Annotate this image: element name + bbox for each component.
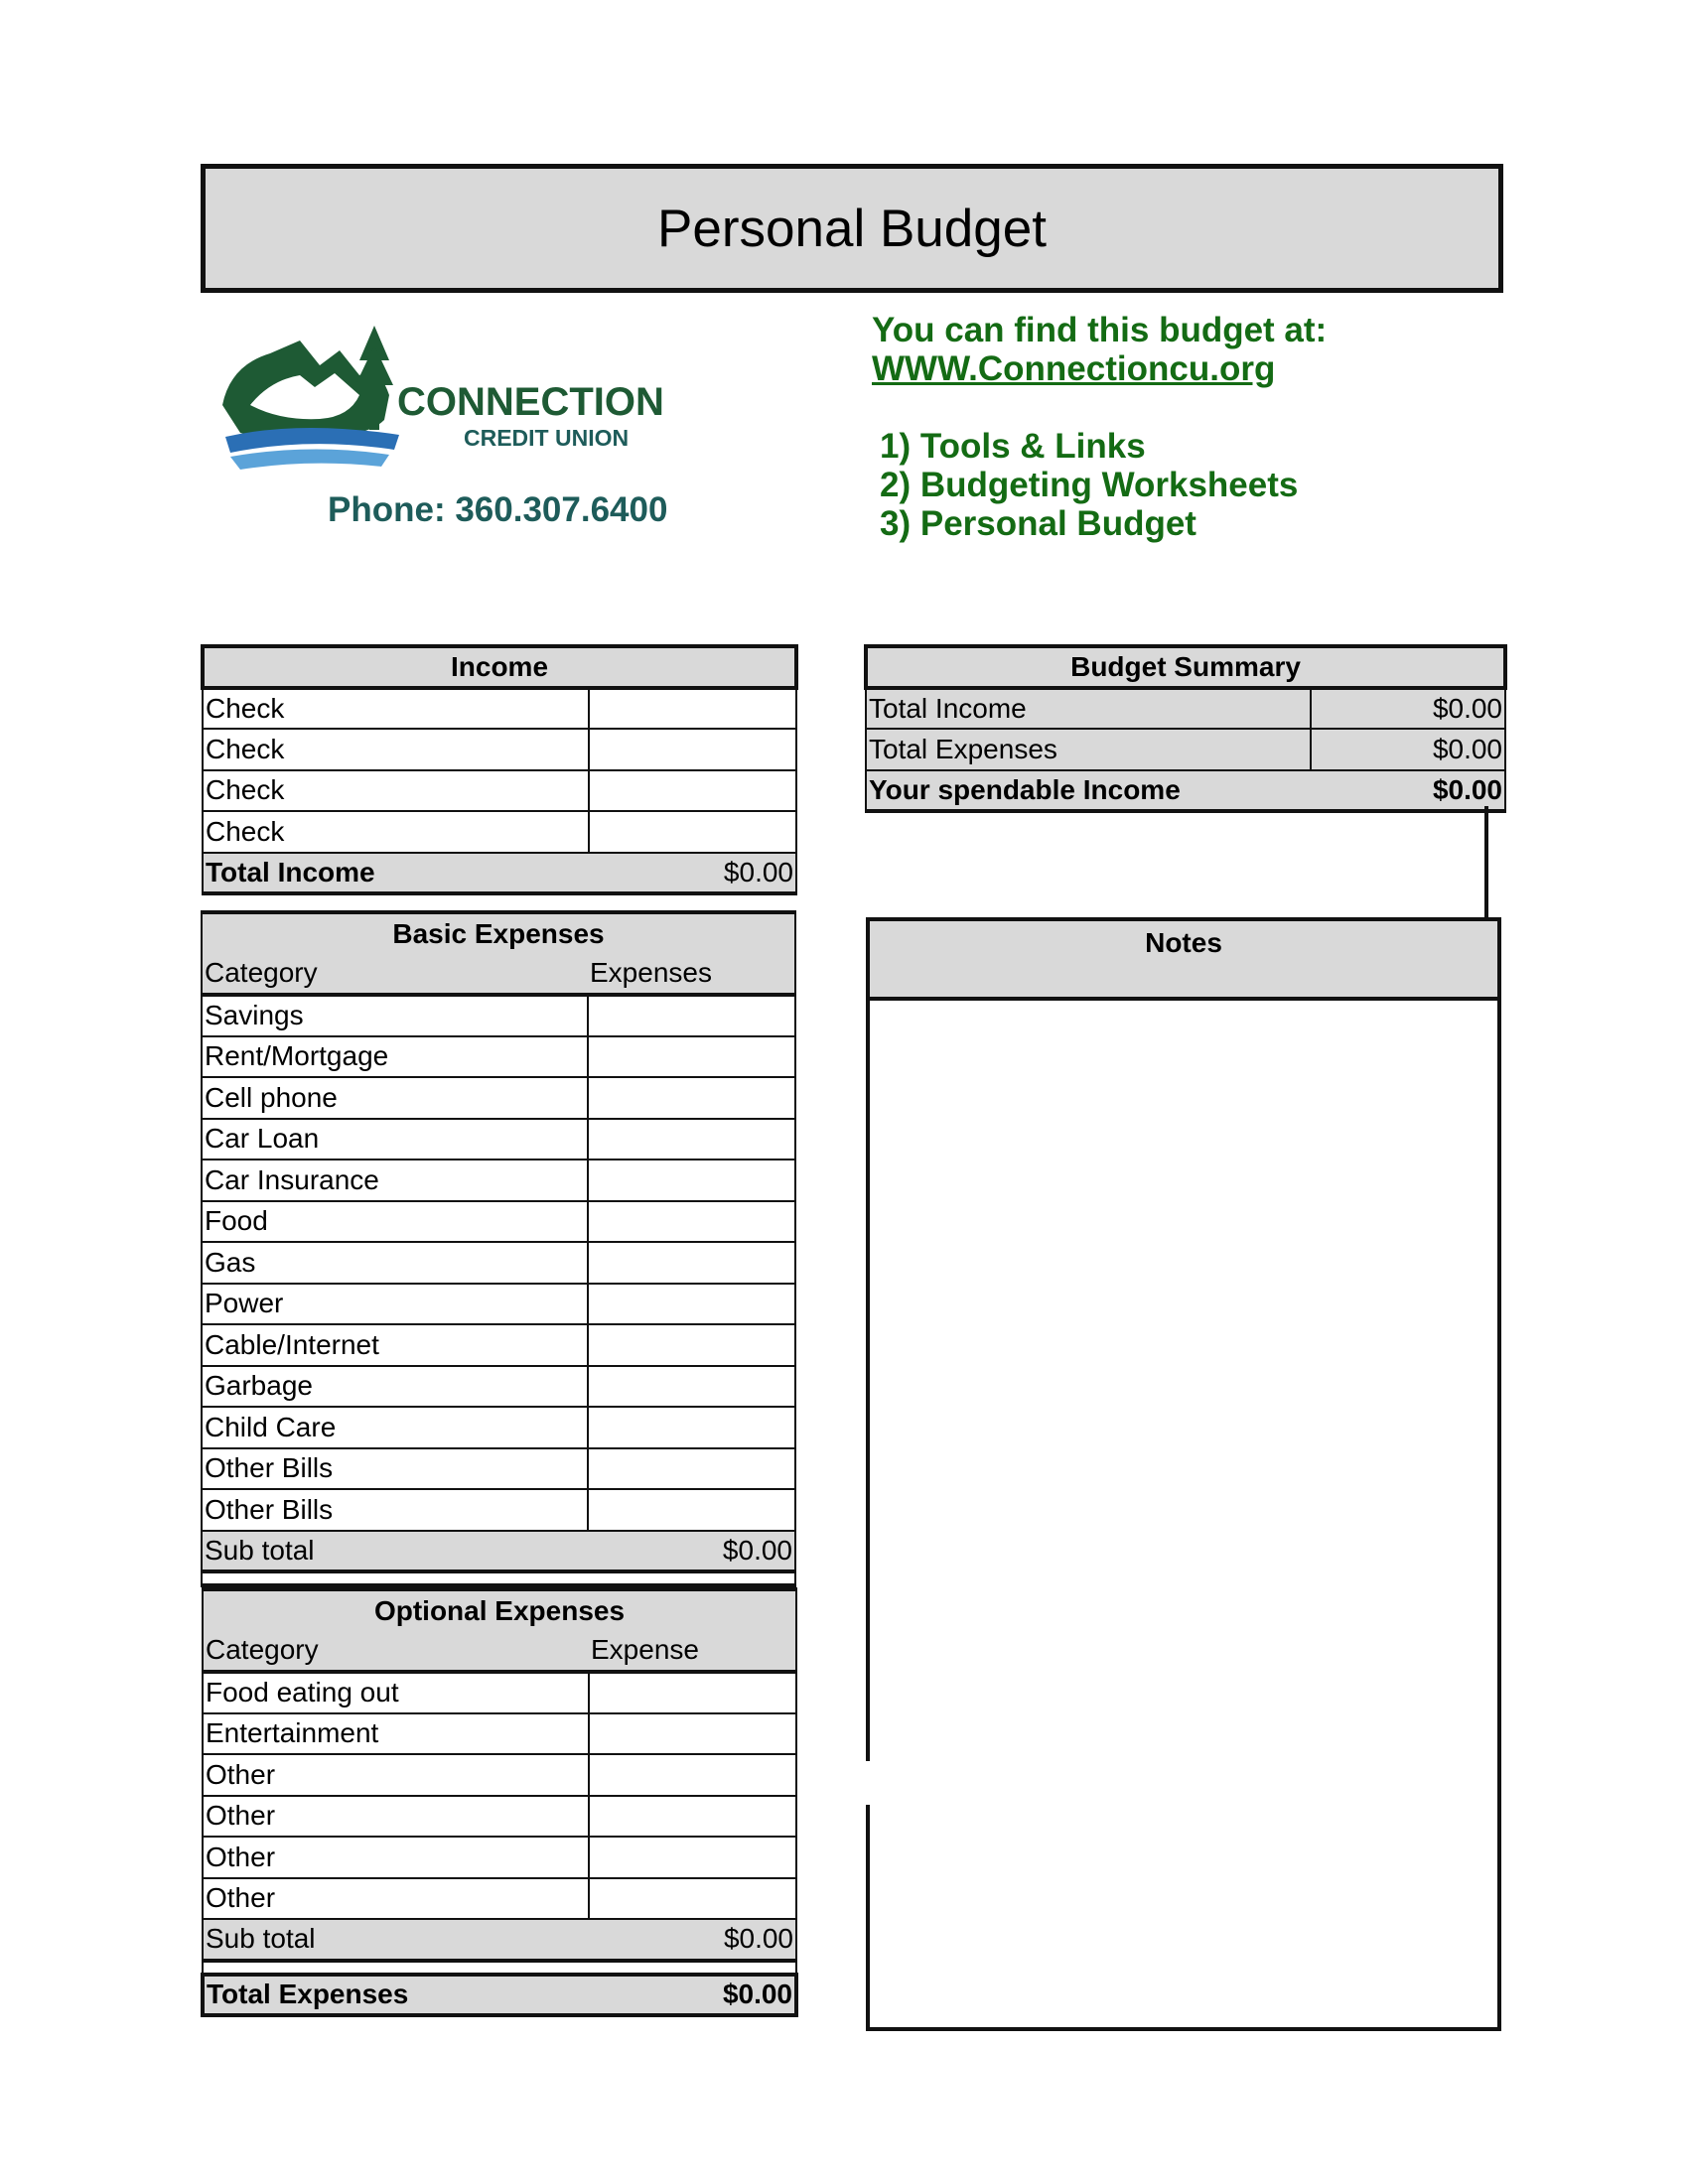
table-row: [866, 729, 1505, 770]
expense-category: Car Insurance: [202, 1160, 588, 1201]
table-row: [203, 1878, 796, 1920]
optional-subtotal-value: $0.00: [589, 1919, 796, 1961]
basic-col-category: Category: [202, 954, 588, 996]
find-budget-text: You can find this budget at:: [872, 311, 1328, 349]
expense-category: Child Care: [202, 1407, 588, 1448]
expense-category: Other: [203, 1754, 589, 1796]
basic-subtotal-label: Sub total: [202, 1531, 588, 1572]
expense-category: Other Bills: [202, 1489, 588, 1531]
expense-amount-cell[interactable]: [589, 1672, 796, 1713]
connection-logo: [211, 326, 767, 475]
expense-category: Other: [203, 1796, 589, 1838]
table-row: [202, 1036, 795, 1078]
expense-category: Entertainment: [203, 1713, 589, 1755]
total-expenses-label: Total Expenses: [203, 1975, 589, 2016]
expense-category: Other: [203, 1837, 589, 1878]
expense-category: Savings: [202, 995, 588, 1036]
expense-amount-cell[interactable]: [588, 1160, 795, 1201]
table-row: [203, 1837, 796, 1878]
optional-expenses-table: [201, 1587, 798, 2017]
summary-header: Budget Summary: [866, 646, 1505, 688]
expense-category: Cable/Internet: [202, 1324, 588, 1366]
expense-category: Garbage: [202, 1366, 588, 1408]
expense-amount-cell[interactable]: [588, 1489, 795, 1531]
summary-label: Total Expenses: [866, 729, 1311, 770]
basic-header: Basic Expenses: [202, 912, 795, 954]
table-row: [203, 770, 796, 812]
expense-amount-cell[interactable]: [588, 1284, 795, 1325]
income-total-label: Total Income: [203, 853, 589, 894]
income-label: Check: [203, 688, 589, 730]
logo-sub: CREDIT UNION: [464, 425, 630, 451]
table-row: [203, 1713, 796, 1755]
expense-amount-cell[interactable]: [589, 1713, 796, 1755]
optional-col-category: Category: [203, 1631, 589, 1673]
notes-area[interactable]: [866, 917, 1501, 2031]
table-row: [202, 1407, 795, 1448]
website-link[interactable]: WWW.Connectioncu.org: [872, 349, 1276, 388]
spacer-row: [202, 1571, 795, 1585]
income-table: [201, 644, 798, 895]
expense-amount-cell[interactable]: [588, 1036, 795, 1078]
table-row: [203, 1796, 796, 1838]
table-row: [202, 1324, 795, 1366]
optional-col-expense: Expense: [589, 1631, 796, 1673]
table-row: [203, 688, 796, 730]
table-row: [202, 1077, 795, 1119]
table-row: [203, 1754, 796, 1796]
table-row: [202, 1242, 795, 1284]
expense-category: Gas: [202, 1242, 588, 1284]
spendable-label: Your spendable Income: [866, 770, 1311, 812]
expense-category: Cell phone: [202, 1077, 588, 1119]
income-total-value: $0.00: [589, 853, 796, 894]
expense-amount-cell[interactable]: [589, 1878, 796, 1920]
spacer-row: [203, 1961, 796, 1975]
expense-amount-cell[interactable]: [588, 1448, 795, 1490]
table-row: [202, 995, 795, 1036]
expense-amount-cell[interactable]: [588, 1077, 795, 1119]
table-row: [202, 1119, 795, 1160]
table-row: [202, 1366, 795, 1408]
expense-category: Power: [202, 1284, 588, 1325]
table-row: [203, 811, 796, 853]
notes-header: Notes: [866, 917, 1501, 1001]
step-item: 3) Personal Budget: [880, 504, 1196, 543]
table-row: [203, 1672, 796, 1713]
basic-expenses-table: [201, 910, 796, 1587]
income-label: Check: [203, 770, 589, 812]
step-item: 2) Budgeting Worksheets: [880, 466, 1299, 504]
income-header: Income: [203, 646, 796, 688]
optional-subtotal-label: Sub total: [203, 1919, 589, 1961]
table-row: [202, 1489, 795, 1531]
income-amount-cell[interactable]: [589, 770, 796, 812]
table-row: [202, 1160, 795, 1201]
notes-border-gap: [862, 1761, 872, 1805]
income-amount-cell[interactable]: [589, 688, 796, 730]
income-amount-cell[interactable]: [589, 729, 796, 770]
step-item: 1) Tools & Links: [880, 427, 1146, 466]
expense-amount-cell[interactable]: [588, 1119, 795, 1160]
phone-number: Phone: 360.307.6400: [328, 490, 668, 529]
page-title: Personal Budget: [201, 164, 1503, 293]
table-row: [866, 688, 1505, 730]
basic-col-expenses: Expenses: [588, 954, 795, 996]
summary-label: Total Income: [866, 688, 1311, 730]
steps-list: [880, 427, 1298, 543]
expense-amount-cell[interactable]: [588, 1407, 795, 1448]
total-expenses-value: $0.00: [589, 1975, 796, 2016]
expense-amount-cell[interactable]: [589, 1754, 796, 1796]
expense-category: Food: [202, 1201, 588, 1243]
spendable-value: $0.00: [1311, 770, 1505, 812]
expense-amount-cell[interactable]: [588, 995, 795, 1036]
table-row: [203, 729, 796, 770]
expense-category: Other: [203, 1878, 589, 1920]
table-row: [202, 1448, 795, 1490]
income-label: Check: [203, 729, 589, 770]
table-row: [202, 1284, 795, 1325]
expense-category: Car Loan: [202, 1119, 588, 1160]
income-amount-cell[interactable]: [589, 811, 796, 853]
expense-amount-cell[interactable]: [588, 1201, 795, 1243]
optional-header: Optional Expenses: [203, 1589, 796, 1631]
logo-name: CONNECTION: [397, 380, 664, 424]
income-label: Check: [203, 811, 589, 853]
expense-category: Food eating out: [203, 1672, 589, 1713]
summary-edge-line: [1484, 806, 1488, 919]
expense-amount-cell[interactable]: [589, 1796, 796, 1838]
budget-summary-table: [864, 644, 1507, 813]
expense-category: Other Bills: [202, 1448, 588, 1490]
expense-amount-cell[interactable]: [588, 1366, 795, 1408]
table-row: [202, 1201, 795, 1243]
expense-category: Rent/Mortgage: [202, 1036, 588, 1078]
summary-value: $0.00: [1311, 729, 1505, 770]
expense-amount-cell[interactable]: [588, 1324, 795, 1366]
basic-subtotal-value: $0.00: [588, 1531, 795, 1572]
expense-amount-cell[interactable]: [588, 1242, 795, 1284]
summary-value: $0.00: [1311, 688, 1505, 730]
expense-amount-cell[interactable]: [589, 1837, 796, 1878]
